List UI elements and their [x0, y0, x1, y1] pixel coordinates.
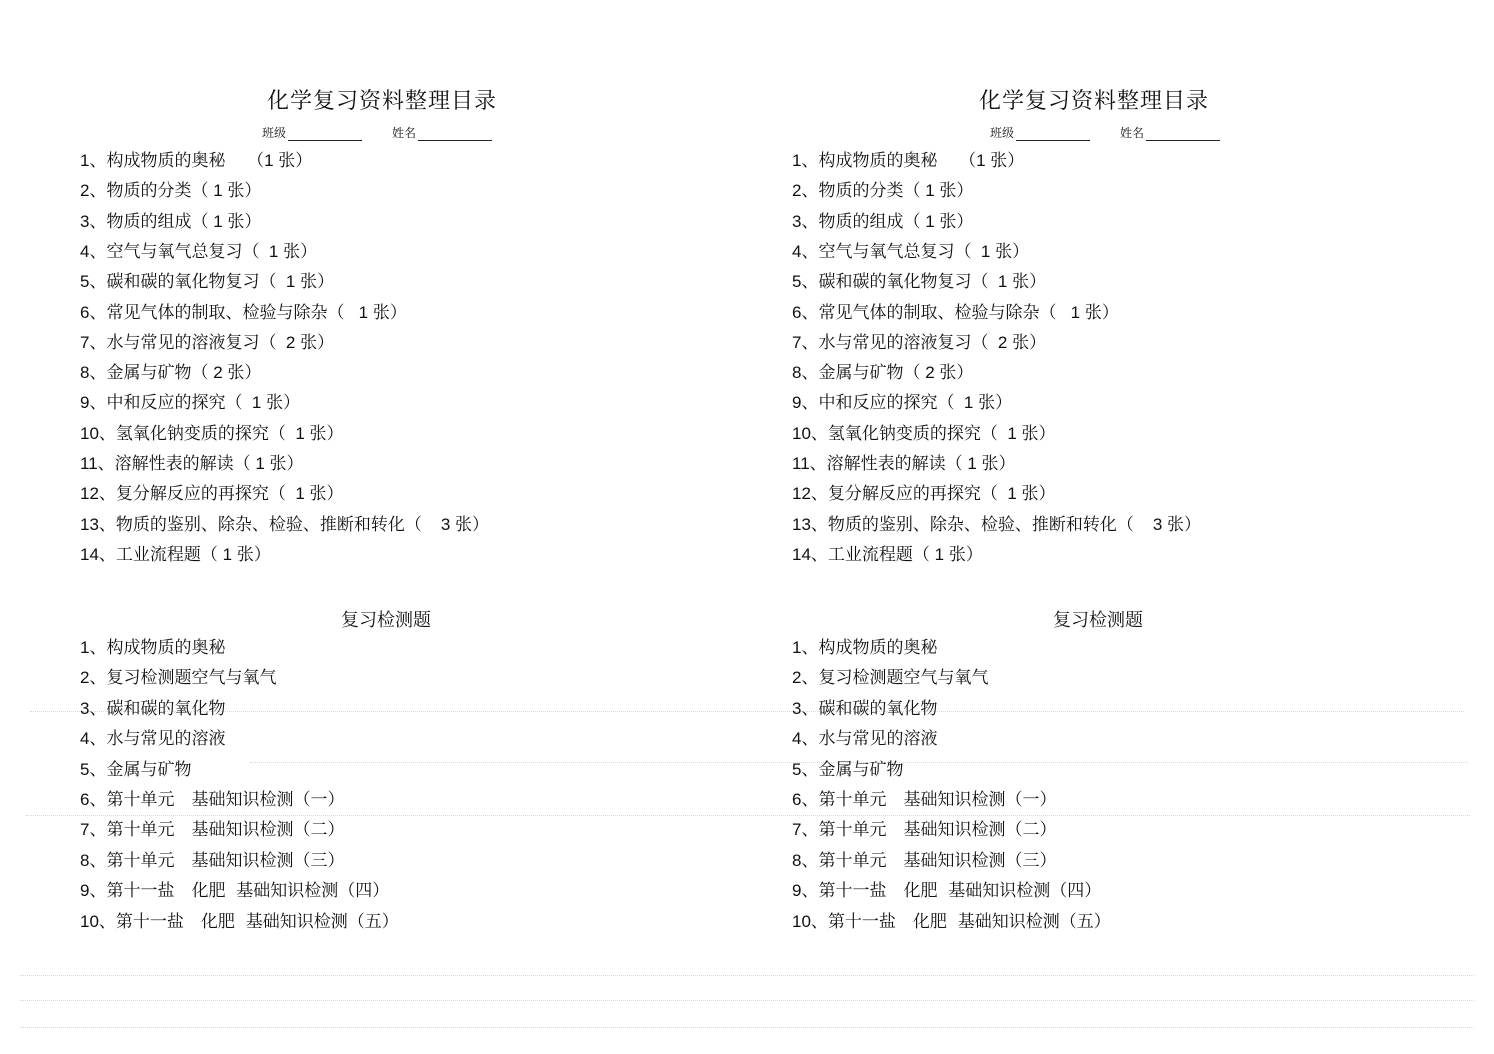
- item-number: 3: [792, 698, 802, 718]
- item-number: 13: [792, 514, 811, 534]
- toc-item: [792, 544, 983, 566]
- item-text: 、第十一盐 化肥 基础知识检测（五）: [810, 911, 1111, 932]
- name-field[interactable]: [418, 128, 492, 141]
- item-text: 、碳和碳的氧化物复习: [89, 272, 260, 293]
- class-field[interactable]: [1016, 128, 1090, 141]
- review-item: [80, 880, 389, 902]
- review-item: [80, 789, 344, 811]
- toc-item: [792, 211, 973, 233]
- item-text: 、常见气体的制取、检验与除杂: [89, 302, 328, 323]
- name-field[interactable]: [1146, 128, 1220, 141]
- item-text: 、氢氧化钠变质的探究: [98, 423, 269, 444]
- item-number: 3: [80, 698, 90, 718]
- item-text: 、构成物质的奥秘: [801, 638, 938, 658]
- item-number: 14: [80, 544, 99, 564]
- toc-item: [80, 241, 317, 263]
- page-right: [792, 0, 1494, 1054]
- review-item: [80, 911, 399, 933]
- toc-item: [80, 211, 261, 233]
- item-text: 、工业流程题: [98, 544, 201, 565]
- review-item: [792, 819, 1056, 841]
- toc-item: [80, 180, 261, 202]
- page-title: 化学复习资料整理目录: [266, 89, 497, 114]
- item-number: 8: [792, 850, 802, 870]
- item-text: 、金属与矿物: [801, 363, 904, 384]
- item-text: 、金属与矿物: [89, 759, 192, 780]
- page-left: [80, 0, 800, 1054]
- item-number: 5: [792, 759, 802, 779]
- item-number: 4: [792, 729, 802, 749]
- item-sheet-count: （ 1 张）: [225, 393, 301, 413]
- item-text: 、物质的分类: [89, 181, 192, 202]
- item-sheet-count: （ 1 张）: [327, 302, 407, 322]
- item-number: 10: [80, 423, 99, 443]
- item-number: 1: [792, 638, 802, 657]
- item-sheet-count: （ 1 张）: [268, 484, 344, 504]
- item-sheet-count: （ 2 张）: [191, 363, 262, 383]
- toc-item: [80, 392, 300, 414]
- item-text: 、水与常见的溶液复习: [89, 332, 260, 353]
- toc-item: [792, 483, 1056, 505]
- review-item: [80, 850, 344, 872]
- item-sheet-count: （ 3 张）: [1116, 514, 1201, 534]
- item-number: 9: [792, 881, 802, 901]
- item-sheet-count: （ 2 张）: [903, 363, 974, 383]
- toc-item: [80, 483, 344, 505]
- item-text: 、溶解性表的解读: [809, 454, 946, 474]
- review-item: [792, 789, 1056, 811]
- item-sheet-count: （ 1 张）: [191, 181, 262, 201]
- item-number: 5: [80, 272, 90, 292]
- item-text: 、碳和碳的氧化物: [801, 698, 938, 719]
- item-sheet-count: （ 1 张）: [954, 241, 1030, 261]
- item-spacer: [225, 151, 247, 171]
- item-number: 9: [792, 393, 802, 413]
- item-sheet-count: （ 1 张）: [980, 484, 1056, 504]
- item-text: 、空气与氧气总复习: [89, 241, 243, 262]
- review-item: [80, 698, 225, 720]
- review-item: [792, 850, 1056, 872]
- item-text: 、复习检测题空气与氧气: [801, 668, 989, 689]
- item-number: 7: [792, 332, 802, 352]
- item-sheet-count: （1 张）: [247, 151, 313, 170]
- item-text: 、第十单元 基础知识检测（一）: [801, 790, 1057, 810]
- item-sheet-count: （ 1 张）: [971, 272, 1047, 292]
- item-number: 6: [80, 790, 90, 809]
- item-text: 、氢氧化钠变质的探究: [810, 423, 981, 444]
- item-number: 5: [792, 272, 802, 292]
- review-title: 复习检测题: [1053, 610, 1143, 631]
- toc-item: [792, 302, 1119, 324]
- item-number: 6: [80, 302, 90, 322]
- item-number: 12: [792, 484, 811, 504]
- item-sheet-count: （ 1 张）: [268, 423, 344, 443]
- item-text: 、碳和碳的氧化物: [89, 698, 226, 719]
- item-number: 10: [792, 423, 811, 443]
- item-number: 4: [792, 241, 802, 261]
- item-sheet-count: （ 1 张）: [937, 393, 1013, 413]
- review-item: [80, 667, 276, 689]
- item-sheet-count: （ 3 张）: [404, 514, 489, 534]
- item-number: 1: [80, 151, 90, 170]
- item-text: 、中和反应的探究: [89, 393, 226, 414]
- item-sheet-count: （ 1 张）: [259, 272, 335, 292]
- item-number: 11: [80, 454, 98, 473]
- item-text: 、水与常见的溶液: [801, 729, 938, 750]
- item-sheet-count: （ 2 张）: [971, 332, 1047, 352]
- review-item: [80, 759, 191, 781]
- review-item: [792, 911, 1111, 933]
- item-sheet-count: （ 1 张）: [903, 181, 974, 201]
- item-text: 、物质的分类: [801, 181, 904, 202]
- item-text: 、工业流程题: [810, 544, 913, 565]
- item-number: 6: [792, 302, 802, 322]
- review-item: [792, 880, 1101, 902]
- item-text: 、常见气体的制取、检验与除杂: [801, 302, 1040, 323]
- item-number: 1: [80, 638, 90, 657]
- item-number: 7: [792, 820, 802, 840]
- item-text: 、第十单元 基础知识检测（三）: [89, 850, 345, 871]
- item-number: 2: [80, 181, 90, 201]
- review-item: [792, 637, 937, 659]
- toc-item: [80, 332, 334, 354]
- item-sheet-count: （ 1 张）: [233, 454, 304, 473]
- review-item: [792, 728, 937, 750]
- item-number: 10: [80, 911, 99, 931]
- item-spacer: [937, 151, 959, 171]
- item-number: 3: [80, 211, 90, 231]
- item-number: 14: [792, 544, 811, 564]
- item-text: 、复习检测题空气与氧气: [89, 668, 277, 689]
- item-text: 、中和反应的探究: [801, 393, 938, 414]
- item-number: 11: [792, 454, 810, 473]
- item-sheet-count: （ 1 张）: [1039, 302, 1119, 322]
- item-sheet-count: （1 张）: [959, 151, 1025, 170]
- toc-item: [792, 271, 1046, 293]
- item-sheet-count: （ 1 张）: [903, 211, 974, 231]
- toc-item: [792, 392, 1012, 414]
- student-info: [262, 124, 492, 141]
- student-info: [990, 124, 1220, 141]
- item-text: 、物质的组成: [801, 211, 904, 232]
- review-title: 复习检测题: [341, 610, 431, 631]
- review-item: [792, 667, 988, 689]
- item-text: 、复分解反应的再探究: [98, 484, 269, 505]
- item-sheet-count: （ 1 张）: [980, 423, 1056, 443]
- class-label: 班级: [262, 126, 287, 140]
- toc-item: [80, 453, 304, 475]
- item-number: 5: [80, 759, 90, 779]
- item-sheet-count: （ 1 张）: [945, 454, 1016, 473]
- review-item: [80, 728, 225, 750]
- item-number: 4: [80, 729, 90, 749]
- item-text: 、第十单元 基础知识检测（二）: [801, 820, 1057, 841]
- item-text: 、构成物质的奥秘: [89, 151, 226, 171]
- toc-item: [792, 362, 973, 384]
- item-text: 、构成物质的奥秘: [89, 638, 226, 658]
- item-number: 6: [792, 790, 802, 809]
- item-sheet-count: （ 1 张）: [912, 544, 983, 564]
- class-field[interactable]: [288, 128, 362, 141]
- item-number: 13: [80, 514, 99, 534]
- review-item: [792, 759, 903, 781]
- toc-item: [792, 241, 1029, 263]
- toc-item: [792, 332, 1046, 354]
- item-number: 8: [80, 363, 90, 383]
- item-text: 、空气与氧气总复习: [801, 241, 955, 262]
- review-item: [80, 819, 344, 841]
- item-sheet-count: （ 1 张）: [242, 241, 318, 261]
- review-item: [80, 637, 225, 659]
- item-text: 、复分解反应的再探究: [810, 484, 981, 505]
- item-text: 、物质的鉴别、除杂、检验、推断和转化: [98, 514, 405, 535]
- item-number: 8: [792, 363, 802, 383]
- toc-item: [80, 302, 407, 324]
- item-text: 、水与常见的溶液复习: [801, 332, 972, 353]
- name-label: 姓名: [1120, 126, 1145, 140]
- page-title: 化学复习资料整理目录: [978, 89, 1209, 114]
- item-text: 、碳和碳的氧化物复习: [801, 272, 972, 293]
- toc-item: [792, 150, 1024, 172]
- item-sheet-count: （ 1 张）: [191, 211, 262, 231]
- item-number: 12: [80, 484, 99, 504]
- item-text: 、第十一盐 化肥 基础知识检测（四）: [89, 881, 390, 902]
- item-number: 2: [80, 668, 90, 688]
- item-text: 、第十一盐 化肥 基础知识检测（五）: [98, 911, 399, 932]
- review-item: [792, 698, 937, 720]
- item-number: 4: [80, 241, 90, 261]
- toc-item: [80, 423, 344, 445]
- item-number: 2: [792, 668, 802, 688]
- toc-item: [792, 453, 1016, 475]
- toc-item: [792, 180, 973, 202]
- toc-item: [80, 362, 261, 384]
- item-text: 、构成物质的奥秘: [801, 151, 938, 171]
- item-number: 3: [792, 211, 802, 231]
- item-number: 9: [80, 393, 90, 413]
- item-text: 、第十单元 基础知识检测（一）: [89, 790, 345, 810]
- toc-item: [792, 423, 1056, 445]
- item-number: 8: [80, 850, 90, 870]
- item-number: 7: [80, 332, 90, 352]
- item-text: 、物质的组成: [89, 211, 192, 232]
- item-sheet-count: （ 1 张）: [200, 544, 271, 564]
- item-text: 、金属与矿物: [801, 759, 904, 780]
- item-text: 、溶解性表的解读: [97, 454, 234, 474]
- toc-item: [80, 150, 312, 172]
- item-number: 10: [792, 911, 811, 931]
- toc-item: [80, 514, 489, 536]
- item-text: 、物质的鉴别、除杂、检验、推断和转化: [810, 514, 1117, 535]
- item-text: 、第十一盐 化肥 基础知识检测（四）: [801, 881, 1102, 902]
- item-text: 、第十单元 基础知识检测（三）: [801, 850, 1057, 871]
- name-label: 姓名: [392, 126, 417, 140]
- item-number: 9: [80, 881, 90, 901]
- item-text: 、水与常见的溶液: [89, 729, 226, 750]
- item-text: 、金属与矿物: [89, 363, 192, 384]
- item-number: 1: [792, 151, 802, 170]
- toc-item: [80, 544, 271, 566]
- item-sheet-count: （ 2 张）: [259, 332, 335, 352]
- item-text: 、第十单元 基础知识检测（二）: [89, 820, 345, 841]
- item-number: 7: [80, 820, 90, 840]
- class-label: 班级: [990, 126, 1015, 140]
- item-number: 2: [792, 181, 802, 201]
- toc-item: [792, 514, 1201, 536]
- toc-item: [80, 271, 334, 293]
